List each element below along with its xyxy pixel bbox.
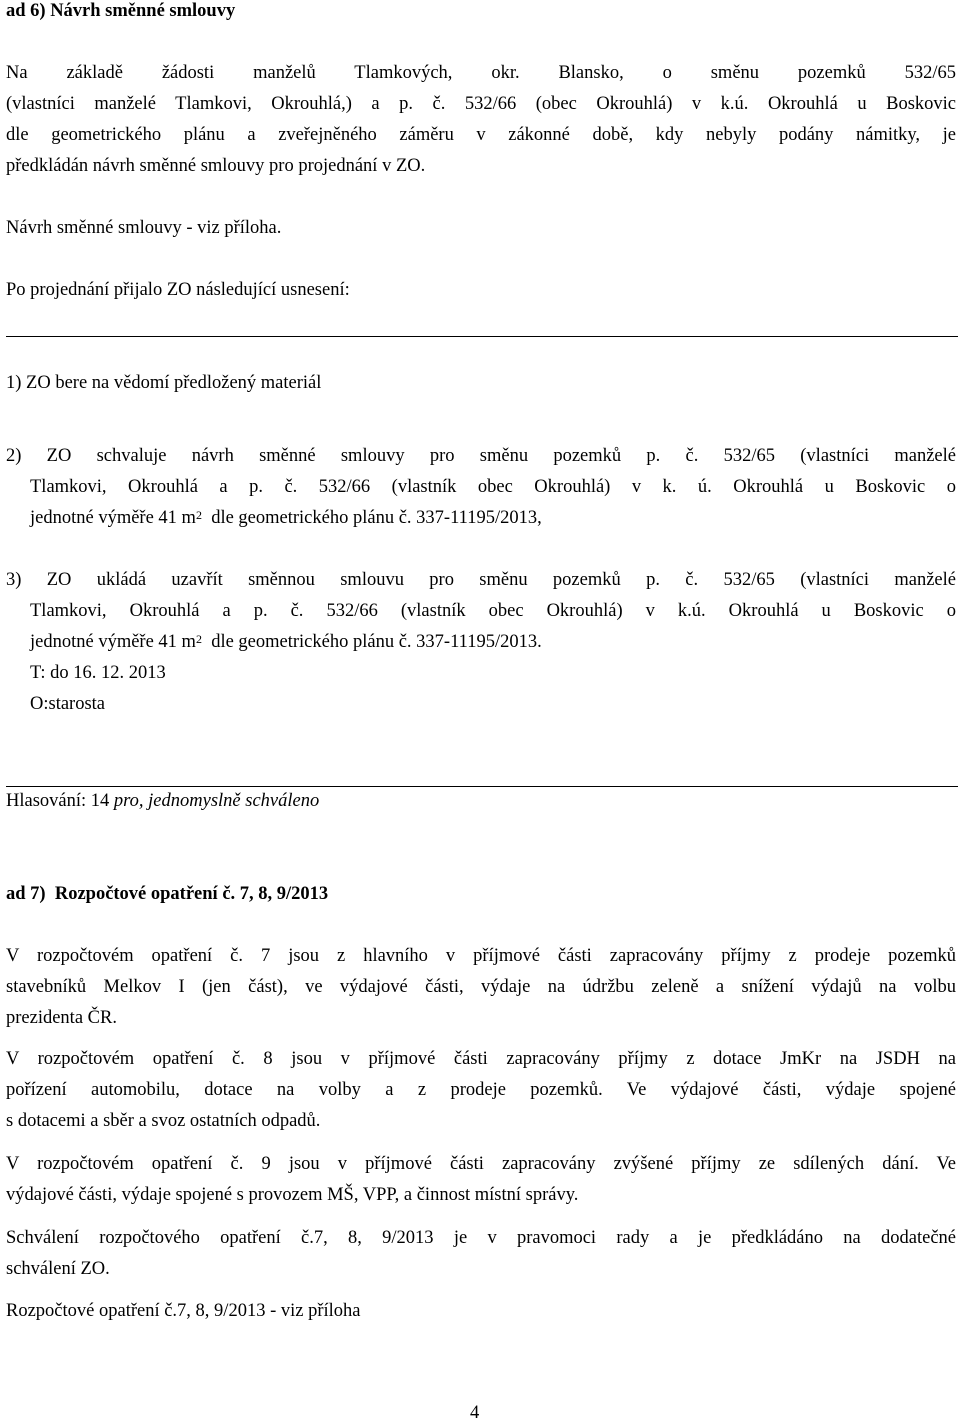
section-7-title: Rozpočtové opatření č. 7, 8, 9/2013 <box>54 884 329 904</box>
area-superscript: 2 <box>195 508 202 522</box>
plan-text: dle geometrického plánu č. 337-11195/2013. <box>201 632 542 652</box>
section-6-heading: ad 6) Návrh směnné smlouvy <box>6 1 236 21</box>
vote-result <box>6 790 319 812</box>
item-3-line: Tlamkovi, Okrouhlá a p. č. 532/66 (vlastník obec Okrouhlá) v k.ú. Okrouhlá u Boskovic o <box>30 601 956 621</box>
item-2-line: 2) ZO schvaluje návrh směnné smlouvy pro směnu pozemků p. č. 532/65 (vlastníci manželé <box>6 446 956 466</box>
attachment-note: Návrh směnné smlouvy - viz příloha. <box>6 218 282 238</box>
intro-line: (vlastníci manželé Tlamkovi, Okrouhlá,) a p. č. 532/66 (obec Okrouhlá) v k.ú. Okrouhlá u Boskovic <box>6 94 956 114</box>
resolution-rule-top <box>6 336 958 337</box>
resolution-intro: Po projednání přijalo ZO následující usnesení: <box>6 280 350 300</box>
page-number: 4 <box>470 1403 480 1423</box>
measure-8-line: V rozpočtovém opatření č. 8 jsou v příjmové části zapracovány příjmy z dotace JmKr na JSDH na <box>6 1049 956 1069</box>
vote-label: Hlasování: 14 <box>6 791 114 811</box>
section-7-heading <box>6 883 328 905</box>
area-text: jednotné výměře 41 m <box>30 508 196 528</box>
intro-line: dle geometrického plánu a zveřejněného záměru v zákonné době, kdy nebyly podány námitky, je <box>6 125 956 145</box>
responsible-person: O:starosta <box>30 694 106 714</box>
measure-9-line: V rozpočtovém opatření č. 9 jsou v příjmové části zapracovány zvýšené příjmy ze sdílených dání. Ve <box>6 1154 956 1174</box>
measure-8-line: pořízení automobilu, dotace na volby a z prodeje pozemků. Ve výdajové části, výdaje spojené <box>6 1080 956 1100</box>
approval-line: Schválení rozpočtového opatření č.7, 8, 9/2013 je v pravomoci rady a je předkládáno na dodatečné <box>6 1228 956 1248</box>
measure-9-line: výdajové části, výdaje spojené s provozem MŠ, VPP, a činnost místní správy. <box>6 1185 579 1205</box>
measure-7-line: prezidenta ČR. <box>6 1008 117 1028</box>
measure-7-line: V rozpočtovém opatření č. 7 jsou z hlavního v příjmové části zapracovány příjmy z prodeje pozemků <box>6 946 956 966</box>
plan-text: dle geometrického plánu č. 337-11195/2013, <box>201 508 542 528</box>
budget-attachment-note: Rozpočtové opatření č.7, 8, 9/2013 - viz příloha <box>6 1301 361 1321</box>
measure-7-line: stavebníků Melkov I (jen část), ve výdajové části, výdaje na údržbu zeleně a snížení výdajů na volbu <box>6 977 956 997</box>
resolution-rule-bottom <box>6 786 958 787</box>
deadline: T: do 16. 12. 2013 <box>30 663 166 683</box>
measure-8-line: s dotacemi a sběr a svoz ostatních odpadů. <box>6 1111 321 1131</box>
approval-line: schválení ZO. <box>6 1259 110 1279</box>
intro-line: předkládán návrh směnné smlouvy pro projednání v ZO. <box>6 156 426 176</box>
vote-outcome: pro, jednomyslně schváleno <box>113 791 320 811</box>
item-3-line <box>30 631 542 654</box>
intro-line: Na základě žádosti manželů Tlamkových, okr. Blansko, o směnu pozemků 532/65 <box>6 63 956 83</box>
item-2-line <box>30 507 542 530</box>
item-2-line: Tlamkovi, Okrouhlá a p. č. 532/66 (vlastník obec Okrouhlá) v k. ú. Okrouhlá u Boskovic o <box>30 477 956 497</box>
item-3-line: 3) ZO ukládá uzavřít směnnou smlouvu pro směnu pozemků p. č. 532/65 (vlastníci manželé <box>6 570 956 590</box>
area-text: jednotné výměře 41 m <box>30 632 196 652</box>
area-superscript: 2 <box>195 632 202 646</box>
section-7-prefix: ad 7) <box>6 884 55 904</box>
resolution-item-1: 1) ZO bere na vědomí předložený materiál <box>6 373 322 393</box>
